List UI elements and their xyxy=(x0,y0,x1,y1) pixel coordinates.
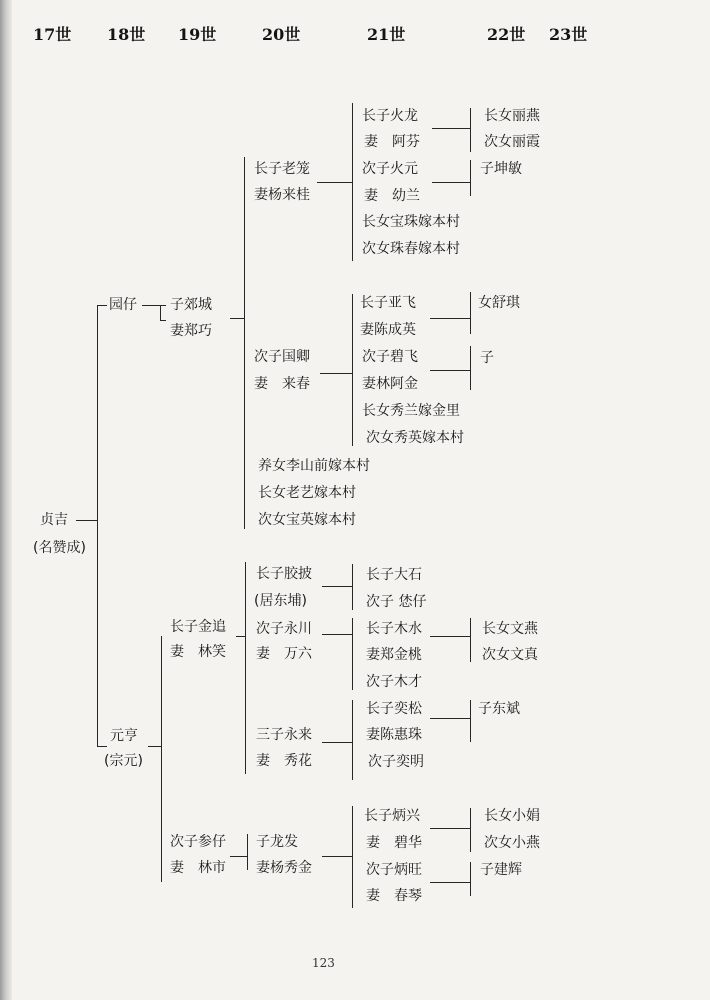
person-zhenji: 贞吉 xyxy=(40,512,68,528)
connector-line xyxy=(432,182,470,183)
connector-line xyxy=(322,856,352,857)
person-xiulan: 长女秀兰嫁金里 xyxy=(362,403,460,419)
connector-line xyxy=(245,562,246,774)
person-xiuying: 次女秀英嫁本村 xyxy=(366,430,464,446)
person-zijiaocheng: 子郊城 xyxy=(170,297,212,313)
person-bifei: 次子碧飞 xyxy=(362,349,418,365)
connector-line xyxy=(470,700,471,742)
connector-line xyxy=(352,700,353,780)
connector-line xyxy=(97,305,98,747)
connector-line xyxy=(470,346,471,390)
connector-line xyxy=(230,318,244,319)
person-bingxing: 长子炳兴 xyxy=(364,808,420,824)
spouse-yongchuan: 妻 万六 xyxy=(256,646,312,662)
person-zhenji-alias: (名赞成) xyxy=(33,540,86,556)
connector-line xyxy=(76,520,98,521)
header-gen-17: 17世 xyxy=(33,25,72,44)
connector-line xyxy=(322,586,352,587)
connector-line xyxy=(317,182,353,183)
connector-line xyxy=(160,305,161,321)
person-jiaopi-note: (居东埔) xyxy=(254,593,307,609)
person-bingwang: 次子炳旺 xyxy=(366,862,422,878)
spouse-longfa: 妻杨秀金 xyxy=(256,860,312,876)
spouse-guoqing: 妻 来春 xyxy=(254,376,310,392)
connector-line xyxy=(470,292,471,334)
person-liyan: 长女丽燕 xyxy=(484,108,540,124)
person-yiming: 次子奕明 xyxy=(368,754,424,770)
spouse-huolong: 妻 阿芬 xyxy=(364,134,420,150)
spouse-yafei: 妻陈成英 xyxy=(360,322,416,338)
spouse-yisong: 妻陈惠珠 xyxy=(366,727,422,743)
person-qiezai: 次子 恷仔 xyxy=(366,594,427,610)
header-gen-18: 18世 xyxy=(107,25,146,44)
connector-line xyxy=(247,834,248,870)
connector-line xyxy=(430,370,470,371)
person-laoxian: 长子老笼 xyxy=(254,161,310,177)
person-yisong: 长子奕松 xyxy=(366,701,422,717)
person-dongbin: 子东斌 xyxy=(478,701,520,717)
person-bifei-son: 子 xyxy=(480,350,494,366)
spouse-jinzhui: 妻 林笑 xyxy=(170,644,226,660)
person-yafei: 长子亚飞 xyxy=(360,295,416,311)
person-yuanheng-alias: (宗元) xyxy=(104,753,143,769)
person-lixia: 次女丽霞 xyxy=(484,134,540,150)
header-gen-19: 19世 xyxy=(178,25,217,44)
header-gen-21: 21世 xyxy=(367,25,406,44)
connector-line xyxy=(142,305,166,306)
person-yuanzai: 园仔 xyxy=(109,297,137,313)
connector-line xyxy=(430,882,470,883)
person-zhuchun: 次女珠春嫁本村 xyxy=(362,241,460,257)
connector-line xyxy=(430,318,470,319)
page-number: 123 xyxy=(312,956,335,970)
header-gen-20: 20世 xyxy=(262,25,301,44)
connector-line xyxy=(352,564,353,610)
person-shuqi: 女舒琪 xyxy=(478,295,520,311)
person-kunmin: 子坤敏 xyxy=(480,161,522,177)
person-baoying: 次女宝英嫁本村 xyxy=(258,512,356,528)
person-wenyan: 长女文燕 xyxy=(482,621,538,637)
connector-line xyxy=(352,294,353,446)
connector-line xyxy=(322,634,352,635)
person-yongchuan: 次子永川 xyxy=(256,621,312,637)
person-jianhui: 子建辉 xyxy=(480,862,522,878)
person-huolong: 长子火龙 xyxy=(362,108,418,124)
person-guoqing: 次子国卿 xyxy=(254,349,310,365)
person-yangnv: 养女李山前嫁本村 xyxy=(258,458,370,474)
person-jinzhui: 长子金追 xyxy=(170,619,226,635)
spouse-zhengqiao: 妻郑巧 xyxy=(170,323,212,339)
connector-line xyxy=(322,742,352,743)
connector-line xyxy=(352,103,353,261)
connector-line xyxy=(230,856,248,857)
connector-line xyxy=(320,373,353,374)
header-gen-23: 23世 xyxy=(549,25,588,44)
spouse-mushui: 妻郑金桃 xyxy=(366,647,422,663)
connector-line xyxy=(430,828,470,829)
header-gen-22: 22世 xyxy=(487,25,526,44)
spouse-bingwang: 妻 春琴 xyxy=(366,888,422,904)
spouse-yonglai: 妻 秀花 xyxy=(256,753,312,769)
person-mushui: 长子木水 xyxy=(366,621,422,637)
connector-line xyxy=(430,718,470,719)
scan-shadow-edge xyxy=(0,0,12,1000)
connector-line xyxy=(352,806,353,908)
spouse-laoxian: 妻杨来桂 xyxy=(254,187,310,203)
connector-line xyxy=(470,160,471,196)
spouse-bifei: 妻林阿金 xyxy=(362,376,418,392)
person-dashi: 长子大石 xyxy=(366,567,422,583)
person-shenzai: 次子参仔 xyxy=(170,834,226,850)
connector-line xyxy=(470,808,471,852)
person-yuanheng: 元亨 xyxy=(110,728,138,744)
person-xiaojuan: 长女小娟 xyxy=(484,808,540,824)
connector-line xyxy=(430,636,470,637)
person-mucai: 次子木才 xyxy=(366,674,422,690)
person-wenzhen: 次女文真 xyxy=(482,647,538,663)
person-longfa: 子龙发 xyxy=(256,834,298,850)
person-jiaopi: 长子胶披 xyxy=(256,566,312,582)
connector-line xyxy=(148,746,162,747)
connector-line xyxy=(470,618,471,662)
connector-line xyxy=(97,305,107,306)
person-baozhu: 长女宝珠嫁本村 xyxy=(362,214,460,230)
connector-line xyxy=(470,108,471,152)
spouse-bingxing: 妻 碧华 xyxy=(366,835,422,851)
person-laoyi: 长女老艺嫁本村 xyxy=(258,485,356,501)
person-xiaoyan: 次女小燕 xyxy=(484,835,540,851)
spouse-huoyuan: 妻 幼兰 xyxy=(364,188,420,204)
connector-line xyxy=(161,636,162,882)
connector-line xyxy=(97,746,107,747)
spouse-shenzai: 妻 林市 xyxy=(170,860,226,876)
person-yonglai: 三子永来 xyxy=(256,727,312,743)
connector-line xyxy=(432,128,470,129)
connector-line xyxy=(470,862,471,896)
connector-line xyxy=(244,157,245,529)
person-huoyuan: 次子火元 xyxy=(362,161,418,177)
connector-line xyxy=(352,618,353,690)
